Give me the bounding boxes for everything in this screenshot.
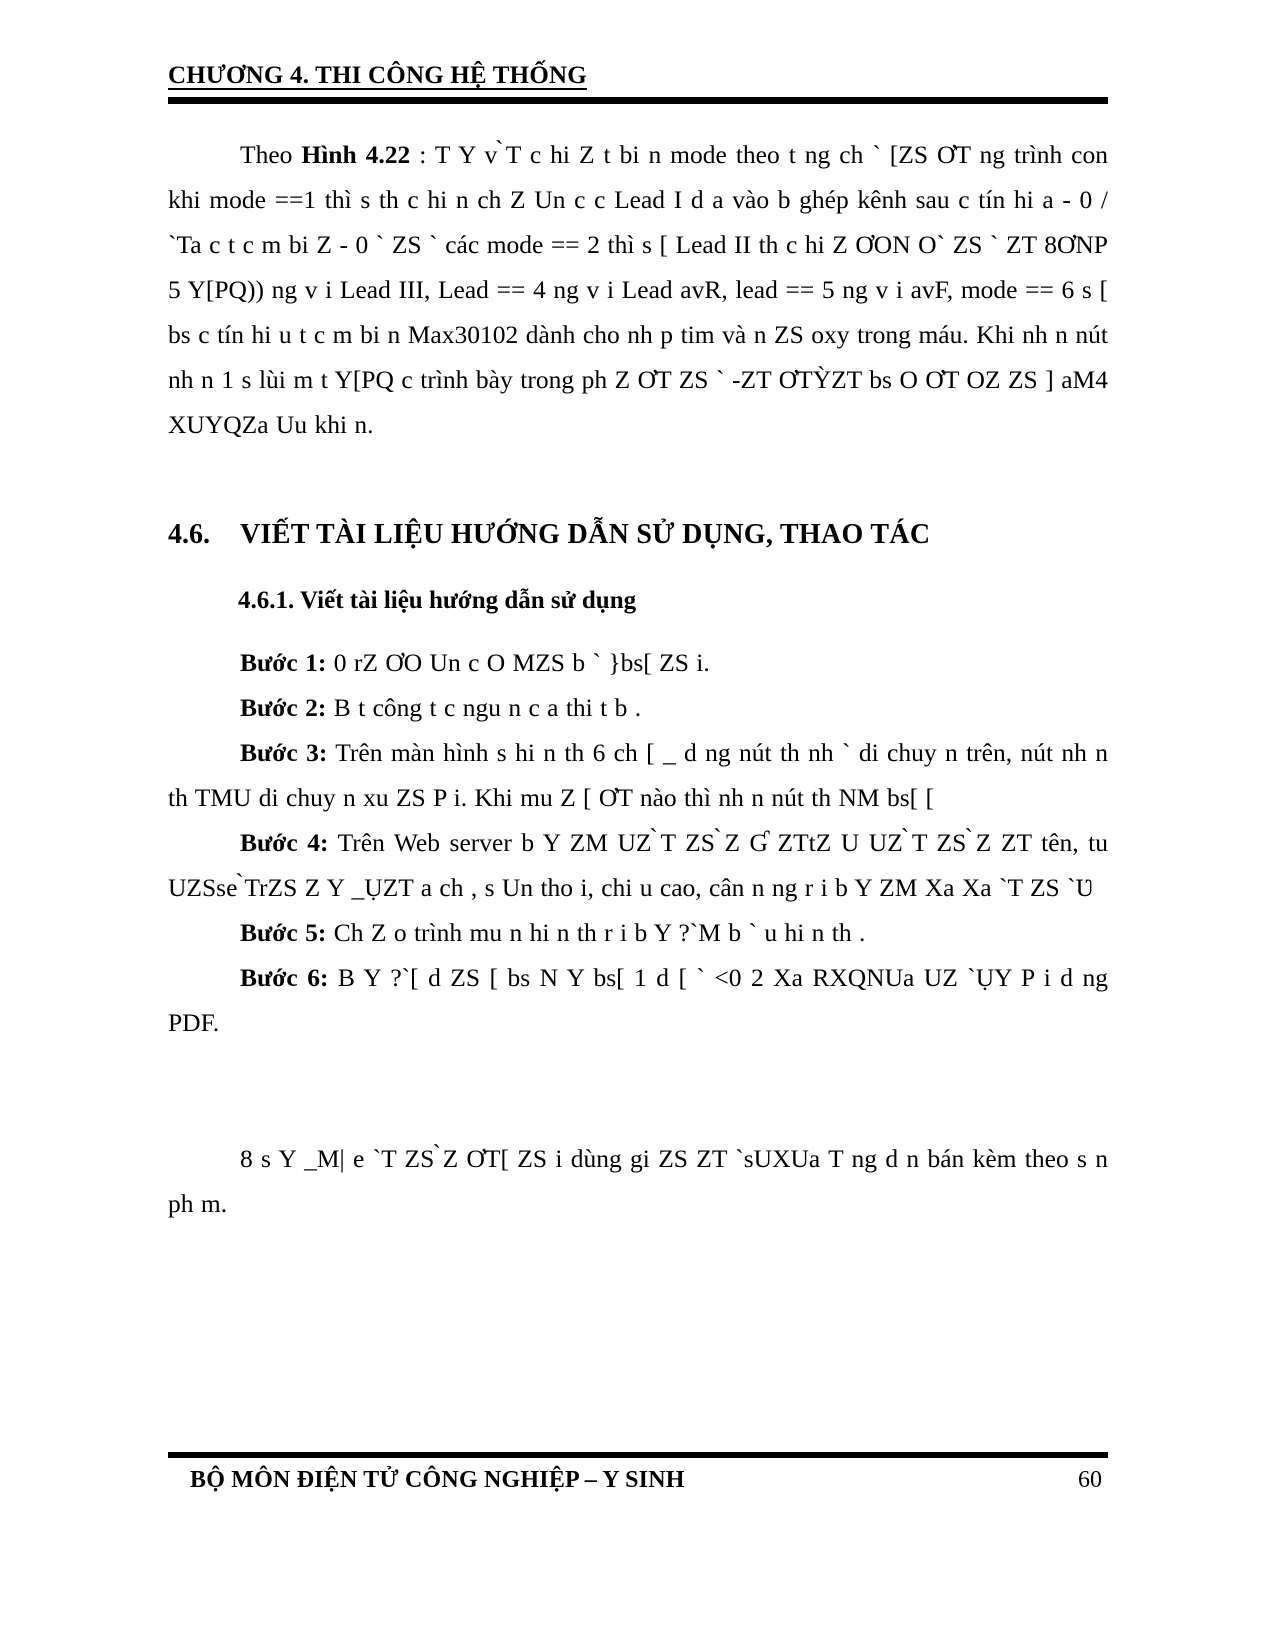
step-label: Bước 2: — [240, 693, 327, 722]
section-heading — [168, 518, 1128, 552]
intro-body-text: : T Y v ̀T c hi Z t bi n mode theo t ng ch ` [ZS ƠT ng trình con khi mode ==1 thì s th c hi n ch Z Un c c Lead I d a vào b ghép kênh sau c tín hi a - 0 / `Ta c t c m bi Z - 0 ` ZS ` các mode == 2 thì s [ Lead II th c hi Z ƠON O` ZS ` ZT 8ƠNP 5 Y[PQ)) ng v i Lead III, Lead == 4 ng v i Lead avR, lead == 5 ng v i avF, mode == 6 s [ bs c tín hi u t c m bi n Max30102 dành cho nh p tim và n ZS oxy trong máu. Khi nh n nút nh n 1 s lùi m t Y[PQ c trình bày trong ph Z ƠT ZS ` -ZT ƠTỲZT bs O ƠT OZ ZS ] aM4 XUYQZa Uu khi n. — [168, 140, 1108, 439]
closing-paragraph: 8 s Y _M| e `T ZS ̀Z ƠT[ ZS i dùng gi ZS ZT `sUXUa T ng d n bán kèm theo s n ph m. — [168, 1144, 1108, 1218]
footer-department-name: BỘ MÔN ĐIỆN TỬ CÔNG NGHIỆP – Y SINH — [190, 1467, 685, 1493]
step-item — [168, 640, 1108, 685]
step-item — [168, 685, 1108, 730]
body-text-region — [168, 132, 1108, 447]
page-header — [168, 62, 1108, 104]
intro-lead-text: Theo — [240, 140, 302, 169]
step-item — [168, 955, 1108, 1045]
step-item — [168, 910, 1108, 955]
step-text: 0 rZ ƠO Un c O MZS b ` }bs[ ZS i. — [326, 648, 710, 677]
intro-paragraph — [168, 132, 1108, 447]
step-text: Ch Z o trình mu n hi n th r i b Y ?`M b ` u hi n th . — [326, 918, 866, 947]
subsection-title: 4.6.1. Viết tài liệu hướng dẫn sử dụng — [238, 587, 637, 614]
figure-reference: Hình 4.22 — [301, 140, 411, 169]
step-label: Bước 3: — [240, 738, 328, 767]
section-title: VIẾT TÀI LIỆU HƯỚNG DẪN SỬ DỤNG, THAO TÁC — [240, 519, 931, 550]
subsection-heading — [238, 585, 1098, 616]
chapter-title: CHƯƠNG 4. THI CÔNG HỆ THỐNG — [168, 62, 587, 89]
page-footer — [168, 1452, 1108, 1494]
step-label: Bước 4: — [240, 828, 329, 857]
closing-region — [168, 1136, 1108, 1226]
page-number: 60 — [1078, 1467, 1102, 1493]
step-text: B t công t c ngu n c a thi t b . — [326, 693, 642, 722]
step-item — [168, 820, 1108, 910]
footer-content-row — [168, 1467, 1108, 1494]
footer-divider-rule — [168, 1452, 1108, 1458]
step-item — [168, 730, 1108, 820]
step-text: Trên màn hình s hi n th 6 ch [ _ d ng nút th nh ` di chuy n trên, nút nh n th TMU di chuy n xu ZS P i. Khi mu Z [ ƠT nào thì nh n nút th NM bs[ [ — [168, 738, 1108, 812]
step-label: Bước 6: — [240, 963, 329, 992]
step-text: B Y ?`[ d ZS [ bs N Y bs[ 1 d [ ` <0 2 Xa RXQNUa UZ `ỤY P i d ng PDF. — [168, 963, 1108, 1037]
step-text: Trên Web server b Y ZM UZ ̀T ZS ̀Z Ɠ ZTtZ U UZ ̀T ZS ̀Z ZT tên, tu UZSse ̀TrZS Z Y _ỤZT a ch , s Un tho i, chi u cao, cân n ng r i b Y ZM Xa Xa `T ZS `Ʋ — [168, 828, 1109, 902]
steps-region — [168, 640, 1108, 1045]
header-divider-rule — [168, 97, 1108, 104]
section-number: 4.6. — [168, 519, 210, 550]
step-label: Bước 5: — [240, 918, 327, 947]
step-label: Bước 1: — [240, 648, 327, 677]
